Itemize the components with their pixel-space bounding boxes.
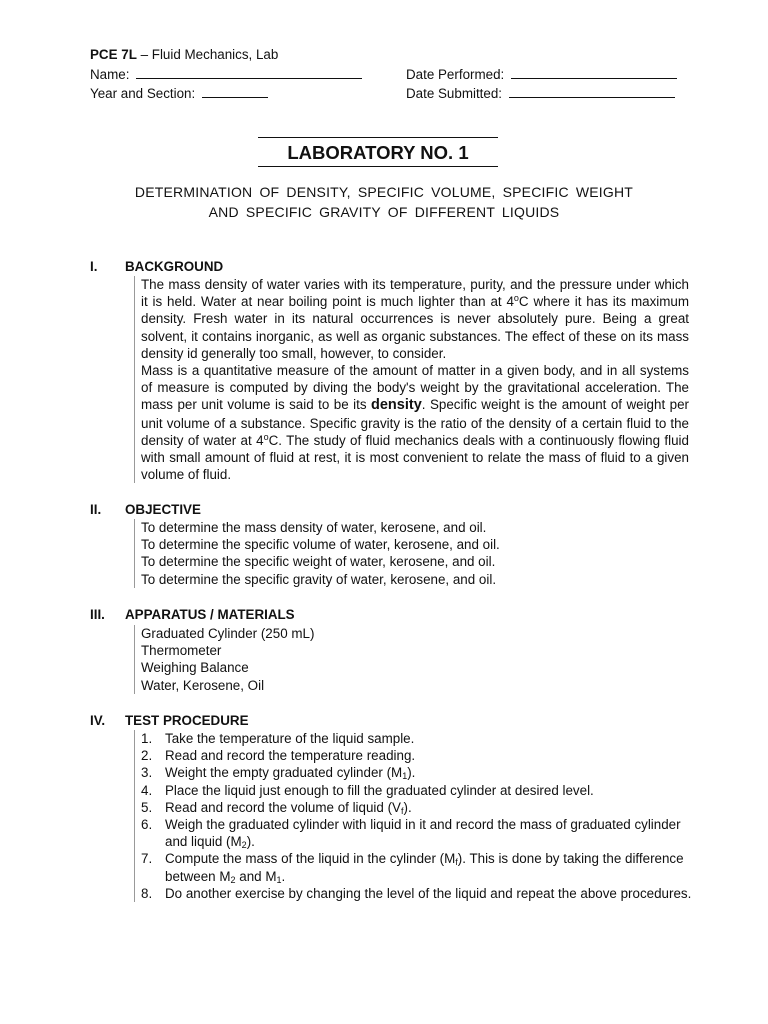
date-performed-row <box>406 65 677 83</box>
objective-list <box>134 519 689 588</box>
objective-item: To determine the mass density of water, kerosene, and oil. <box>141 520 487 535</box>
procedure-step: 7. Compute the mass of the liquid in the cylinder $(M_f)$. This is done by taking the difference between $M_2$ and $M_1$. <box>141 851 684 885</box>
background-body <box>134 276 689 483</box>
apparatus-item: Water, Kerosene, Oil <box>141 677 265 693</box>
name-field[interactable] <box>136 65 362 79</box>
name-row <box>90 65 362 83</box>
procedure-step: 2. Read and record the temperature reading. <box>141 748 416 764</box>
objective-item: To determine the specific volume of water, kerosene, and oil. <box>141 537 500 553</box>
objective-item: To determine the specific gravity of water, kerosene, and oil. <box>141 571 497 587</box>
section-title-background: BACKGROUND <box>125 259 224 274</box>
course-name: – Fluid Mechanics, Lab <box>136 47 279 62</box>
section-title-apparatus: APPARATUS / MATERIALS <box>125 607 295 622</box>
procedure-step: 5. Read and record the volume of liquid $(V_f)$. <box>141 799 412 816</box>
date-performed-label: Date Performed: <box>406 67 505 82</box>
course-line <box>90 46 278 63</box>
date-submitted-field[interactable] <box>509 84 675 98</box>
apparatus-list <box>134 625 689 694</box>
section-title-objective: OBJECTIVE <box>125 502 201 517</box>
subtitle <box>100 182 668 222</box>
procedure-step: 3. Weight the empty graduated cylinder $(M_1)$. <box>141 765 416 782</box>
density-term: density <box>371 397 422 414</box>
course-code: PCE 7L <box>90 47 137 62</box>
apparatus-item: Thermometer <box>141 643 222 659</box>
subtitle-line-2: AND SPECIFIC GRAVITY OF DIFFERENT LIQUIDS <box>208 204 560 220</box>
background-paragraph-1: The mass density of water varies with its temperature, purity, and the pressure under which it is held. Water at near boiling point is much lighter than at 4$^o$C where it has its maximum density. Fresh water in its natural occurrences is never absolutely pure. Being a great solvent, it contains inorganic, as well as organic substances. The effect of these on its mass density id generally too small, however, to consider. <box>141 277 689 361</box>
procedure-list <box>134 730 695 902</box>
procedure-step: 6. Weigh the graduated cylinder with liquid in it and record the mass of graduated cylinder and liquid $(M_2)$. <box>141 817 681 851</box>
section-number-background: I. <box>90 259 98 274</box>
year-section-label: Year and Section: <box>90 86 196 101</box>
year-section-field[interactable] <box>202 84 268 98</box>
background-paragraph-2: Mass is a quantitative measure of the amount of matter in a given body, and in all systems of measure is computed by diving the body's weight by the gravitational acceleration. The mass per unit volume is said to be its density. Specific weight is the amount of weight per unit volume of a substance. Specific gravity is the ratio of the density of a certain fluid to the density of water at 4$^o$C. The study of fluid mechanics deals with a continuously flowing fluid with small amount of fluid at rest, it is most convenient to relate the mass of fluid to a given volume of fluid. <box>141 363 689 483</box>
name-label: Name: <box>90 67 130 82</box>
page-title: LABORATORY NO. 1 <box>258 137 498 167</box>
section-title-procedure: TEST PROCEDURE <box>125 713 249 728</box>
section-number-procedure: IV. <box>90 713 106 728</box>
apparatus-item: Weighing Balance <box>141 660 249 676</box>
section-number-objective: II. <box>90 502 102 517</box>
procedure-step: 4. Place the liquid just enough to fill the graduated cylinder at desired level. <box>141 782 594 798</box>
section-number-apparatus: III. <box>90 607 105 622</box>
objective-item: To determine the specific weight of water, kerosene, and oil. <box>141 554 496 570</box>
date-submitted-row <box>406 84 675 102</box>
subtitle-line-1: DETERMINATION OF DENSITY, SPECIFIC VOLUME, SPECIFIC WEIGHT <box>134 184 634 200</box>
year-section-row <box>90 84 268 102</box>
procedure-step: 1. Take the temperature of the liquid sample. <box>141 731 415 746</box>
procedure-step: 8. Do another exercise by changing the level of the liquid and repeat the above procedures. <box>141 885 692 901</box>
date-performed-field[interactable] <box>511 65 677 79</box>
date-submitted-label: Date Submitted: <box>406 86 503 101</box>
apparatus-item: Graduated Cylinder (250 mL) <box>141 626 315 641</box>
